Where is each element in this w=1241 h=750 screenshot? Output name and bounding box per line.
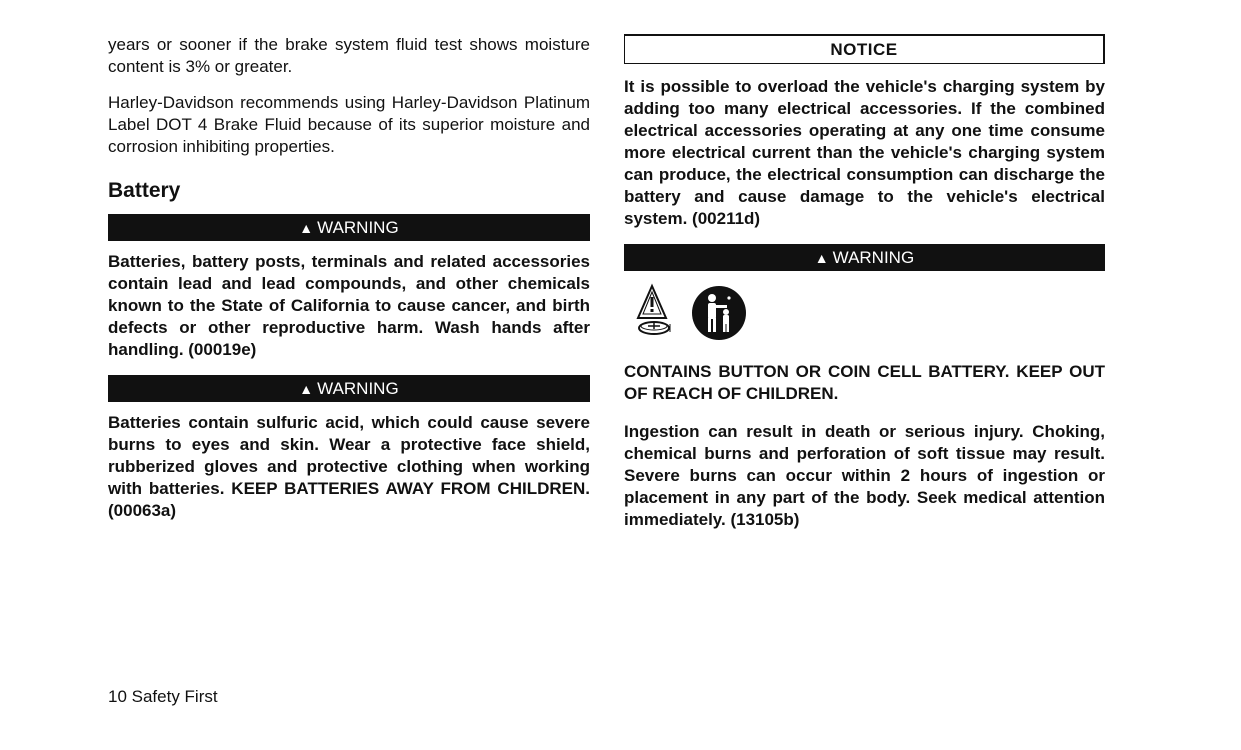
left-column xyxy=(108,34,590,522)
ingestion-warning-text: Ingestion can result in death or serious injury. Choking, chemical burns and perforation of soft tissue may result. Severe burns can occur within 2 hours of ingestion or placement in any part of the body. Seek medical attention immediately. (13105b) xyxy=(624,422,1105,529)
keep-away-from-children-icon xyxy=(690,284,748,342)
coin-cell-warning-icon xyxy=(634,282,684,344)
notice-banner xyxy=(624,34,1105,64)
acid-warning-text: Batteries contain sulfuric acid, which could cause severe burns to eyes and skin. Wear a protective face shield, rubberized gloves and protective clothing when working with batteries. KEEP BATTERIES AWAY FROM CHILDREN. (00063a) xyxy=(108,413,590,520)
warning-label: WARNING xyxy=(317,218,399,237)
warning-banner xyxy=(108,375,590,402)
brake-fluid-paragraph: years or sooner if the brake system fluid test shows moisture content is 3% or greater. xyxy=(108,35,590,76)
right-column xyxy=(624,34,1105,531)
warning-triangle-icon: ▲ xyxy=(814,250,829,266)
lead-warning-text: Batteries, battery posts, terminals and related accessories contain lead and lead compounds, and other chemicals known to the State of California to cause cancer, and birth defects or other reproductive harm. Wash hands after handling. (00019e) xyxy=(108,252,590,359)
warning-banner xyxy=(108,214,590,241)
notice-label: NOTICE xyxy=(830,40,898,59)
notice-text: It is possible to overload the vehicle's charging system by adding too many electrical accessories. If the combined electrical accessories operating at any one time consume more electrical current than the vehicle's charging system can produce, the electrical consumption can discharge the battery and cause damage to the vehicle's electrical system. (00211d) xyxy=(624,77,1105,228)
coin-cell-caution-text: CONTAINS BUTTON OR COIN CELL BATTERY. KEEP OUT OF REACH OF CHILDREN. xyxy=(624,362,1105,403)
section-heading: Battery xyxy=(108,179,181,202)
warning-label: WARNING xyxy=(832,248,915,267)
warning-triangle-icon: ▲ xyxy=(299,381,314,397)
hazard-icons xyxy=(634,281,1105,345)
page-footer: 10 Safety First xyxy=(108,687,218,706)
warning-triangle-icon: ▲ xyxy=(299,220,314,236)
brake-fluid-recommendation: Harley-Davidson recommends using Harley-Davidson Platinum Label DOT 4 Brake Fluid because of its superior moisture and corrosion inhibiting properties. xyxy=(108,93,590,156)
warning-banner xyxy=(624,244,1105,271)
warning-label: WARNING xyxy=(317,379,399,398)
